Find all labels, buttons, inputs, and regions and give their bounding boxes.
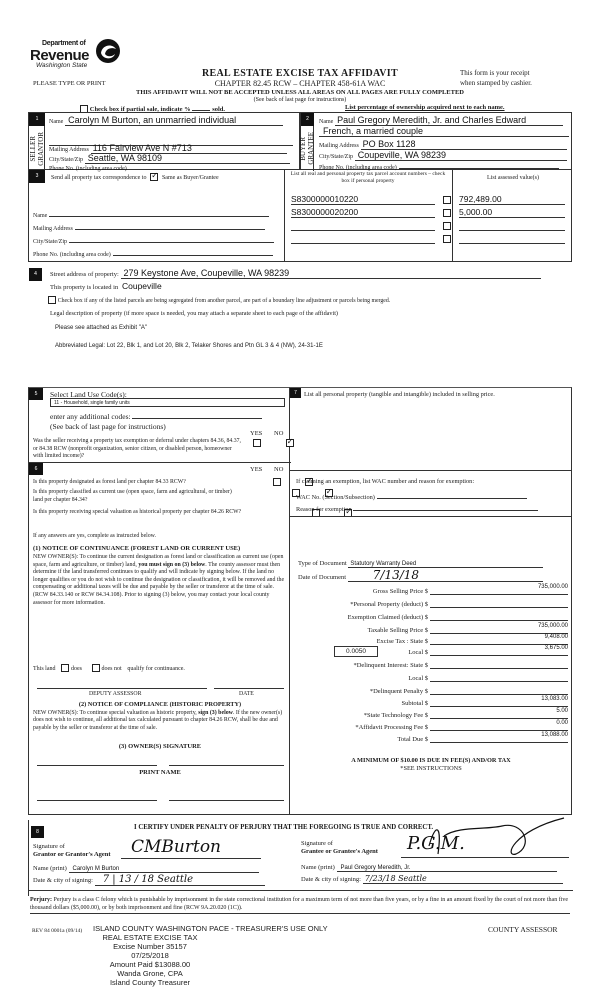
tax-line-value[interactable] xyxy=(430,610,568,621)
grantee-signature-scribble-icon xyxy=(424,816,574,860)
grantee-signature-field[interactable]: P.G.M. xyxy=(401,832,569,858)
ownership-note: List percentage of ownership acquired next to each name. xyxy=(345,104,505,111)
send-correspondence-label: Send all property tax correspondence to xyxy=(51,175,147,181)
personal-property-list-label: List all personal property (tangible and intangible) included in selling price. xyxy=(304,391,495,398)
buyer-name2-field[interactable]: French, a married couple xyxy=(319,126,569,137)
this-land-label: This land xyxy=(33,666,56,672)
s3-city-row xyxy=(33,236,274,245)
s6-no-header: NO xyxy=(274,466,284,473)
s3-phone-row xyxy=(33,249,273,258)
does-checkbox[interactable] xyxy=(61,664,69,672)
exemption-deferral-question: Was the seller receiving a property tax exemption or deferral under chapters 84.36, 84.37, or 84.38 RCW (nonprofit organization, senior citizen, or disabled person, homeowner with limited income)? xyxy=(33,438,241,459)
document-type-row xyxy=(298,559,543,568)
print-name-label: PRINT NAME xyxy=(139,769,181,776)
section-5-6 xyxy=(28,387,290,815)
personal-property-checkbox[interactable] xyxy=(443,209,451,217)
continuance-row xyxy=(33,664,185,672)
notice2-text-bold: sign (3) below xyxy=(198,710,233,716)
legal-exhibit-text[interactable]: Please see attached as Exhibit "A" xyxy=(55,325,147,331)
section-number-5: 5 xyxy=(29,388,43,400)
logo-state-text: Washington State xyxy=(36,62,88,69)
personal-property-checkbox[interactable] xyxy=(443,235,451,243)
stamp-treasurer-name: Wanda Grone, CPA xyxy=(117,969,183,978)
forest-land-question: Is this property designated as forest land per chapter 84.33 RCW? xyxy=(33,479,186,485)
street-address-row xyxy=(50,268,541,279)
grantor-label: GRANTOR xyxy=(36,131,45,166)
see-back-text: (See back of last page for instructions) xyxy=(253,97,347,103)
s5-yes-checkbox[interactable] xyxy=(253,439,261,447)
additional-codes-row xyxy=(50,411,262,421)
parcel-number[interactable]: S8300000010220 xyxy=(291,194,435,205)
seller-city-field[interactable]: Seattle, WA 98109 xyxy=(85,153,290,164)
notice1-text-a: NEW OWNER(S): To continue the current designation as forest land or classification as current use (open space, farm and agriculture, or timber) land, xyxy=(33,554,284,568)
stamp-treasurer-title: Island County Treasurer xyxy=(109,978,191,987)
select-land-use-label: Select Land Use Code(s): xyxy=(50,390,127,399)
seller-side-label xyxy=(29,126,45,171)
tax-line-label: Local $ xyxy=(408,649,428,656)
parcel-number[interactable] xyxy=(291,220,435,231)
tax-line-value[interactable] xyxy=(430,671,568,682)
section-8-bottom-rule xyxy=(29,890,573,891)
buyer-section xyxy=(300,112,572,170)
buyer-mailing-row xyxy=(319,139,567,150)
segregated-checkbox[interactable] xyxy=(48,296,56,304)
seller-mailing-label: Mailing Address xyxy=(49,147,89,153)
tax-line-value[interactable]: 13,088.00 xyxy=(430,732,568,743)
exemption-reason-row xyxy=(296,504,538,513)
print-name-line-1[interactable] xyxy=(37,800,157,801)
buyer-mailing-label: Mailing Address xyxy=(319,143,359,149)
seller-city-label: City/State/Zip xyxy=(49,157,83,163)
buyer-city-label: City/State/Zip xyxy=(319,154,353,160)
personal-property-checkbox[interactable] xyxy=(443,196,451,204)
notice-compliance-text xyxy=(33,710,287,732)
revision-number: REV 84 0001a (09/14) xyxy=(32,928,83,934)
grantee-date-city-label: Date & city of signing: xyxy=(301,876,361,883)
grantee-sig-of-label: Signature of xyxy=(301,840,333,847)
exemption-claim-label: If claiming an exemption, list WAC number and reason for exemption: xyxy=(296,478,475,485)
historical-question: Is this property receiving special valuation as historical property per chapter 84.26 RCW? xyxy=(33,509,242,515)
located-in-row xyxy=(50,281,162,291)
street-address-label: Street address of property: xyxy=(50,271,119,278)
grantor-signature-field[interactable]: CMBurton xyxy=(121,837,261,859)
warning-text: THIS AFFIDAVIT WILL NOT BE ACCEPTED UNLESS ALL AREAS ON ALL PAGES ARE FULLY COMPLETED xyxy=(136,89,464,96)
grantee-name-print-label: Name (print) xyxy=(301,864,335,871)
additional-codes-field[interactable] xyxy=(132,411,262,419)
document-date-field[interactable]: 7/13/18 xyxy=(348,570,543,582)
wac-label: WAC No. (Section/Subsection) xyxy=(296,494,375,501)
treasurer-use-only: ISLAND COUNTY WASHINGTON PACE - TREASURER'S USE ONLY xyxy=(93,924,328,933)
document-type-field[interactable]: Statutory Warranty Deed xyxy=(348,561,543,568)
grantee-agent-label: Grantee or Grantee's Agent xyxy=(301,848,378,855)
seller-label: SELLER xyxy=(28,135,37,162)
seller-phone-field[interactable] xyxy=(129,163,279,170)
assessed-value[interactable] xyxy=(459,220,565,231)
grantor-name-row xyxy=(33,864,259,873)
parcel-divider xyxy=(284,170,285,262)
deputy-date-label: DATE xyxy=(239,691,254,697)
personal-property-checkbox[interactable] xyxy=(443,222,451,230)
grantor-name-print-field[interactable]: Carolyn M Burton xyxy=(69,866,259,873)
does-label: does xyxy=(71,666,82,672)
s3-mailing-field[interactable] xyxy=(75,223,265,230)
s3-name-label: Name xyxy=(33,213,48,219)
stamp-date: 07/25/2018 xyxy=(131,951,169,960)
same-as-buyer-label: Same as Buyer/Grantee xyxy=(161,175,219,181)
tax-line-value[interactable]: 9,408.00 xyxy=(430,634,568,645)
section-number-1: 1 xyxy=(29,113,45,126)
tax-line-value[interactable]: 0.00 xyxy=(430,720,568,731)
parcel-row xyxy=(291,207,571,217)
tax-line-label: Subtotal $ xyxy=(401,700,428,707)
owner-signature-label: (3) OWNER(S) SIGNATURE xyxy=(118,743,202,750)
logo-wave-icon xyxy=(94,38,122,64)
tax-line-value[interactable] xyxy=(430,658,568,669)
located-in-label: This property is located in xyxy=(50,284,119,291)
tax-line-label: Gross Selling Price $ xyxy=(372,588,428,595)
s3-name-field[interactable] xyxy=(49,210,269,217)
s6-yes-header: YES xyxy=(250,466,263,473)
document-date-label: Date of Document xyxy=(298,574,347,581)
s3-mailing-label: Mailing Address xyxy=(33,226,73,232)
land-use-select[interactable]: 11 - Household, single family units xyxy=(50,398,285,407)
perjury-notice xyxy=(30,896,570,914)
segregated-row xyxy=(48,296,390,304)
seller-mailing-field[interactable]: 116 Fairview Ave N #713 xyxy=(91,143,287,154)
seller-phone-label: Phone No. (including area code) xyxy=(49,166,127,172)
seller-name-field[interactable]: Carolyn M Burton, an unmarried individual xyxy=(65,115,283,126)
tax-line-value[interactable]: 735,000.00 xyxy=(430,623,568,634)
grantor-sig-of-label: Signature of xyxy=(33,843,65,850)
section-number-6: 6 xyxy=(29,463,43,475)
tax-line-label: Taxable Selling Price $ xyxy=(367,627,428,634)
s3-city-field[interactable] xyxy=(69,236,274,243)
send-correspondence-row xyxy=(51,173,219,181)
current-use-question: Is this property classified as current use (open space, farm and agricultural, or timber) land per chapter 84.34? xyxy=(33,489,232,503)
receipt-line1: This form is your receipt xyxy=(460,69,530,77)
tax-line-value[interactable]: 3,675.00 xyxy=(430,645,568,656)
s5-see-back-text: (See back of last page for instructions) xyxy=(50,422,166,431)
logo-revenue-text: Revenue xyxy=(30,47,90,64)
notice2-text-b: . If the new owner(s) does not wish to continue, all additional tax calculated pursuant to chapter 84.26 RCW, shall be due and payable by the seller or transferor at the time of sale. xyxy=(33,710,283,731)
print-name-line-2[interactable] xyxy=(169,800,284,801)
wac-field[interactable] xyxy=(377,492,527,499)
located-in-field[interactable]: Coupeville xyxy=(121,281,162,291)
does-not-label: does not xyxy=(101,666,122,672)
street-address-field[interactable]: 279 Keystone Ave, Coupeville, WA 98239 xyxy=(121,268,541,279)
section-3 xyxy=(28,170,572,262)
assessed-header: List assessed value(s) xyxy=(487,175,539,181)
notice2-text-a: NEW OWNER(S): To continue special valuation as historic property, xyxy=(33,710,197,716)
county-assessor-label: COUNTY ASSESSOR xyxy=(488,925,558,934)
same-as-buyer-checkbox[interactable] xyxy=(150,173,158,181)
stamp-excise-number: Excise Number 35157 xyxy=(113,942,187,951)
document-date-row xyxy=(298,570,543,582)
sold-label: sold. xyxy=(212,106,226,113)
parcel-row xyxy=(291,194,571,204)
please-type-text: PLEASE TYPE OR PRINT xyxy=(33,80,106,87)
seller-section xyxy=(28,112,300,170)
minimum-due-text: A MINIMUM OF $10.00 IS DUE IN FEE(S) AND/OR TAX xyxy=(351,757,511,764)
exemption-reason-field[interactable] xyxy=(353,504,538,511)
grantor-agent-label: Grantor or Grantor's Agent xyxy=(33,851,111,858)
document-type-label: Type of Document xyxy=(298,560,347,567)
parcel-header: List all real and personal property tax parcel account numbers – check box if personal property xyxy=(290,171,446,184)
notice-compliance-title: (2) NOTICE OF COMPLIANCE (HISTORIC PROPERTY) xyxy=(78,701,242,708)
deputy-date-line[interactable] xyxy=(214,688,284,689)
s7-divider xyxy=(290,470,572,471)
buyer-name-field[interactable]: Paul Gregory Meredith, Jr. and Charles Edward xyxy=(335,115,563,126)
grantee-date-city-field[interactable]: 7/23/18 Seattle xyxy=(363,874,563,884)
s3-mailing-row xyxy=(33,223,265,232)
partial-sale-label: Check box if partial sale, indicate % xyxy=(89,106,191,113)
forest-yes-checkbox[interactable] xyxy=(273,478,281,486)
legal-description-label: Legal description of property (if more space is needed, you may attach a separate sheet to each page of the affidavit) xyxy=(50,310,338,317)
wac-row xyxy=(296,492,527,501)
tax-line-label: Local $ xyxy=(408,675,428,682)
buyer-side-label xyxy=(301,126,314,171)
section-number-2: 2 xyxy=(301,113,314,126)
tax-line-value[interactable]: 735,000.00 xyxy=(430,584,568,595)
dor-logo xyxy=(30,38,130,72)
stamp-line: REAL ESTATE EXCISE TAX xyxy=(102,933,198,942)
local-rate-box[interactable]: 0.0050 xyxy=(334,646,378,657)
buyer-label: BUYER xyxy=(299,136,307,161)
s7-divider-2 xyxy=(290,516,572,517)
section-8 xyxy=(28,820,572,896)
exemption-reason-label: Reason for exemption xyxy=(296,506,352,513)
grantee-date-row xyxy=(301,874,563,884)
tax-line-label: Total Due $ xyxy=(397,736,428,743)
deputy-assessor-signature-line[interactable] xyxy=(37,688,207,689)
owner-signature-line-2[interactable] xyxy=(169,765,284,766)
s5-no-header: NO xyxy=(274,430,284,437)
grantor-name-print-label: Name (print) xyxy=(33,865,67,872)
s3-phone-field[interactable] xyxy=(113,249,273,256)
grantee-name-print-field[interactable]: Paul Gregory Meredith, Jr. xyxy=(337,865,557,872)
tax-line-label: *State Technology Fee $ xyxy=(363,712,428,719)
tax-line-label: Exemption Claimed (deduct) $ xyxy=(347,614,428,621)
section-number-4: 4 xyxy=(29,268,42,281)
buyer-name-row xyxy=(319,115,563,126)
buyer-city-row xyxy=(319,150,567,161)
parcel-row xyxy=(291,220,571,230)
segregated-label: Check box if any of the listed parcels are being segregated from another parcel, are part of a boundary line adjustment or parcels being merged. xyxy=(57,298,391,304)
s6-divider xyxy=(29,462,291,463)
section-number-3: 3 xyxy=(29,170,45,183)
abbreviated-legal-text[interactable]: Abbreviated Legal: Lot 22, Blk 1, and Lot 20, Blk 2, Telaker Shores and Ptn GL 3 & 4 (NW), 24-31-1E xyxy=(55,343,323,349)
see-instructions-text: *SEE INSTRUCTIONS xyxy=(400,765,462,772)
tax-line-value[interactable] xyxy=(430,684,568,695)
tax-line-value[interactable] xyxy=(430,597,568,608)
grantor-date-row xyxy=(33,875,265,886)
treasurer-stamp xyxy=(90,933,210,987)
grantee-label: GRANTEE xyxy=(307,132,315,165)
additional-codes-label: enter any additional codes: xyxy=(50,412,131,421)
owner-signature-line-1[interactable] xyxy=(37,765,157,766)
grantor-date-city-label: Date & city of signing: xyxy=(33,877,93,884)
personal-property-list-area[interactable] xyxy=(304,412,554,464)
assessed-value[interactable] xyxy=(459,233,565,244)
assessed-value[interactable]: 792,489.00 xyxy=(459,194,565,205)
buyer-city-field[interactable]: Coupeville, WA 98239 xyxy=(355,150,567,161)
deputy-assessor-label: DEPUTY ASSESSOR xyxy=(89,691,142,697)
section-7 xyxy=(290,387,572,815)
s3-city-label: City/State/Zip xyxy=(33,239,67,245)
assessed-value[interactable]: 5,000.00 xyxy=(459,207,565,218)
stamp-amount-paid: Amount Paid $13088.00 xyxy=(109,960,191,969)
qualify-label: qualify for continuance. xyxy=(127,666,185,672)
seller-name-label: Name xyxy=(49,119,64,125)
notice-continuance-text xyxy=(33,554,287,607)
grantee-name-row xyxy=(301,863,557,872)
parcel-number[interactable]: S8300000020200 xyxy=(291,207,435,218)
perjury-text: Perjury is a class C felony which is punishable by imprisonment in the state correctional institution for a maximum term of not more than five years, or by a fine in an amount fixed by the court of not more than five thousand dollars ($5,000.00), or by both imprisonment and fine (RCW 9A.20.020 (1C)). xyxy=(30,897,569,911)
if-yes-text: If any answers are yes, complete as instructed below. xyxy=(33,533,156,539)
tax-line-label: *Delinquent Penalty $ xyxy=(369,688,428,695)
perjury-bold-label: Perjury: xyxy=(30,897,52,903)
logo-dept-text: Department of xyxy=(42,40,86,47)
buyer-phone-label: Phone No. (including area code) xyxy=(319,165,397,171)
form-title: REAL ESTATE EXCISE TAX AFFIDAVIT xyxy=(202,68,398,79)
form-subtitle: CHAPTER 82.45 RCW – CHAPTER 458-61A WAC xyxy=(214,79,386,88)
tax-line-label: *Affidavit Processing Fee $ xyxy=(355,724,428,731)
parcel-row xyxy=(291,233,571,243)
tax-line-value[interactable]: 5.00 xyxy=(430,708,568,719)
does-not-checkbox[interactable] xyxy=(92,664,100,672)
section-number-7: 7 xyxy=(290,388,301,398)
notice-continuance-title: (1) NOTICE OF CONTINUANCE (FOREST LAND OR CURRENT USE) xyxy=(33,545,241,552)
tax-line-value[interactable]: 13,083.00 xyxy=(430,696,568,707)
s5-yes-header: YES xyxy=(250,430,263,437)
section-number-8: 8 xyxy=(31,826,44,838)
notice1-text-b: . The county assessor must then determine if the land transferred continues to qualify and will indicate by signing below. If the land no longer qualifies or you do not wish to continue the designation or classification, it will be removed and the compensating or additional taxes will be due and payable by the seller or transferor at the time of sale. (RCW 84.33.140 or RCW 84.34.108). Prior to signing (3) below, you may contact your local county assessor for more information. xyxy=(33,561,285,606)
seller-name-row xyxy=(49,115,297,126)
certify-text: I CERTIFY UNDER PENALTY OF PERJURY THAT THE FOREGOING IS TRUE AND CORRECT. xyxy=(134,824,434,831)
grantor-date-city-field[interactable]: 7 | 13 / 18 Seattle xyxy=(95,875,265,886)
tax-line-label: Excise Tax : State $ xyxy=(376,638,428,645)
notice1-text-bold: you must sign on (3) below xyxy=(138,561,206,568)
tax-line-label: *Delinquent Interest: State $ xyxy=(353,662,428,669)
s3-phone-label: Phone No. (including area code) xyxy=(33,252,111,258)
receipt-line2: when stamped by cashier. xyxy=(460,79,532,87)
parcel-number[interactable] xyxy=(291,233,435,244)
buyer-mailing-field[interactable]: PO Box 1128 xyxy=(361,139,567,150)
buyer-name-label: Name xyxy=(319,119,334,125)
partial-sale-percent-field[interactable] xyxy=(192,104,210,111)
tax-line-label: *Personal Property (deduct) $ xyxy=(350,601,428,608)
s3-name-row xyxy=(33,210,269,219)
buyer-phone-field[interactable] xyxy=(399,162,559,169)
